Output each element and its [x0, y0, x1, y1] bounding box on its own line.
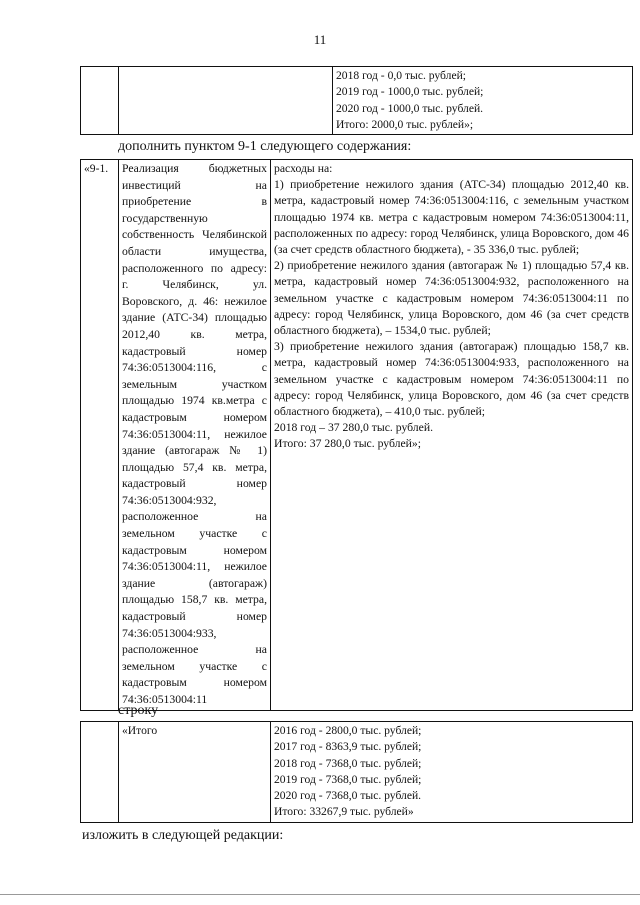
investment-item-table — [80, 159, 633, 711]
amount-line: 2020 год - 7368,0 тыс. рублей. — [274, 789, 422, 803]
detail-line: Итого: 37 280,0 тыс. рублей»; — [274, 437, 421, 451]
amount-line: 2016 год - 2800,0 тыс. рублей; — [274, 724, 422, 737]
amount-line: 2019 год - 7368,0 тыс. рублей; — [274, 772, 422, 786]
detail-line: 3) приобретение нежилого здания (автогараж) площадью 158,7 кв. метра, кадастровый номер 74:36:0513004:933, расположенного на земельном участке с кадастровым номером 74:36:0513004:11 по адресу: город Челябинск, улица Воровского, дом 46 (за счет средств областного бюджета), – 410,0 тыс. рублей; — [274, 340, 629, 419]
detail-line: 2) приобретение нежилого здания (автогараж № 1) площадью 57,4 кв. метра, кадастровый номер 74:36:0513004:932, расположенного на земельном участке с кадастровым номером 74:36:0513004:11 по адресу: город Челябинск, улица Воровского, дом 46 (за счет средств областного бюджета), – 1534,0 тыс. рублей; — [274, 259, 629, 338]
table-row — [81, 722, 633, 823]
amount-line: 2018 год - 0,0 тыс. рублей; — [336, 69, 467, 82]
table-row — [81, 160, 633, 711]
amendment-instruction-row: строку — [118, 703, 159, 718]
amendment-instruction-add: дополнить пунктом 9-1 следующего содержания: — [118, 139, 412, 154]
amount-line: 2019 год - 1000,0 тыс. рублей; — [336, 85, 484, 99]
page-number: 11 — [313, 32, 327, 47]
item-details — [271, 160, 633, 711]
amount-line: Итого: 33267,9 тыс. рублей» — [274, 805, 414, 819]
table-cell-name — [119, 67, 333, 135]
totals-amounts — [271, 722, 633, 823]
detail-line: расходы на: — [274, 162, 333, 175]
table-cell-number — [81, 722, 119, 823]
amount-line: 2017 год - 8363,9 тыс. рублей; — [274, 740, 422, 754]
detail-line: 2018 год – 37 280,0 тыс. рублей. — [274, 421, 433, 435]
totals-table — [80, 721, 633, 823]
funding-table-top — [80, 66, 633, 135]
amount-line: 2018 год - 7368,0 тыс. рублей; — [274, 756, 422, 770]
footer-divider — [0, 894, 640, 895]
table-cell-amounts — [333, 67, 633, 135]
amount-line: Итого: 2000,0 тыс. рублей»; — [336, 117, 474, 131]
detail-line: 1) приобретение нежилого здания (АТС-34) площадью 2012,40 кв. метра, кадастровый номер 74:36:0513004:116, с земельным участком площадью 1974 кв. метра с кадастровым номером 74:36:0513004:11, расположенных по адресу: город Челябинск, улица Воровского, дом 46 (за счет средств областного бюджета), - 35 336,0 тыс. рублей; — [274, 178, 629, 257]
table-row — [81, 67, 633, 135]
item-number: «9-1. — [81, 160, 119, 711]
amendment-instruction-replace: изложить в следующей редакции: — [82, 828, 284, 843]
table-cell-number — [81, 67, 119, 135]
item-name: Реализация бюджетных инвестиций на приобретение в государственную собственность Челябинской области имущества, расположенного по адресу: г. Челябинск, ул. Воровского, д. 46: нежилое здание (АТС-34) площадью 2012,40 кв. метра, кадастровый номер 74:36:0513004:116, с земельным участком площадью 1974 кв.метра с кадастровым номером 74:36:0513004:11, нежилое здание (автогараж № 1) площадью 57,4 кв. метра, кадастровый номер 74:36:0513004:932, расположенное на земельном участке с кадастровым номером 74:36:0513004:11, нежилое здание (автогараж) площадью 158,7 кв. метра, кадастровый номер 74:36:0513004:933, расположенное на земельном участке с кадастровым номером 74:36:0513004:11 — [119, 160, 271, 711]
totals-label: «Итого — [119, 722, 271, 823]
amount-line: 2020 год - 1000,0 тыс. рублей. — [336, 101, 484, 115]
